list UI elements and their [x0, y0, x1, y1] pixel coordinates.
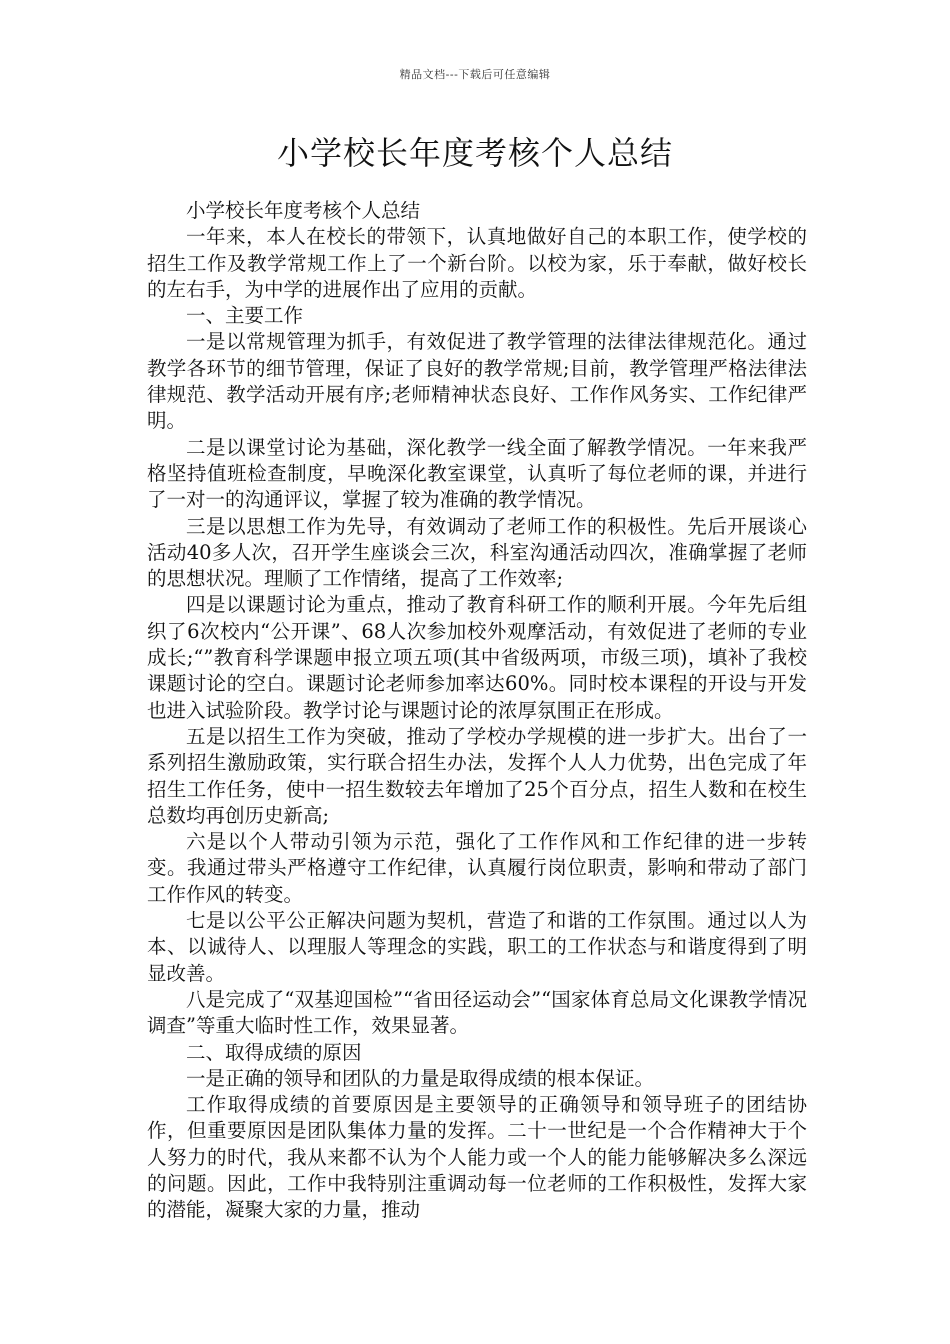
section-heading: 一、主要工作: [186, 304, 304, 328]
paragraph: 五是以招生工作为突破，推动了学校办学规模的进一步扩大。出台了一系列招生激励政策，实行联合招生办法，发挥个人人力优势，出色完成了年招生工作任务，使中一招生数较去年增加了25个百分点，招生人数和在校生总数均再创历史新高;: [147, 724, 807, 827]
paragraph: 一年来，本人在校长的带领下，认真地做好自己的本职工作，使学校的招生工作及教学常规工作上了一个新台阶。以校为家，乐于奉献，做好校长的左右手，为中学的进展作出了应用的贡献。: [147, 225, 807, 301]
paragraph: 二是以课堂讨论为基础，深化教学一线全面了解教学情况。一年来我严格坚持值班检查制度，早晚深化教室课堂，认真听了每位老师的课，并进行了一对一的沟通评议，掌握了较为准确的教学情况。: [147, 435, 807, 512]
page-header: 精品文档---下载后可任意编辑: [399, 68, 551, 81]
paragraph: 工作取得成绩的首要原因是主要领导的正确领导和领导班子的团结协作，但重要原因是团队集体力量的发挥。二十一世纪是一个合作精神大于个人努力的时代，我从来都不认为个人能力或一个人的能力能够解决多么深远的问题。因此，工作中我特别注重调动每一位老师的工作积极性，发挥大家的潜能，凝聚大家的力量，推动: [147, 1093, 807, 1222]
paragraph: 小学校长年度考核个人总结: [186, 199, 421, 222]
paragraph: 四是以课题讨论为重点，推动了教育科研工作的顺利开展。今年先后组织了6次校内“公开课”、68人次参加校外观摩活动，有效促进了老师的专业成长;“”教育科学课题申报立项五项(其中省级两项，市级三项)，填补了我校课题讨论的空白。课题讨论老师参加率达60%。同时校本课程的开设与开发也进入试验阶段。教学讨论与课题讨论的浓厚氛围正在形成。: [147, 593, 807, 722]
paragraph: 一是以常规管理为抓手，有效促进了教学管理的法律法律规范化。通过教学各环节的细节管理，保证了良好的教学常规;目前，教学管理严格法律法律规范、教学活动开展有序;老师精神状态良好、工作作风务实、工作纪律严明。: [147, 330, 807, 433]
paragraph: 三是以思想工作为先导，有效调动了老师工作的积极性。先后开展谈心活动40多人次，召开学生座谈会三次，科室沟通活动四次，准确掌握了老师的思想状况。理顺了工作情绪，提高了工作效率;: [147, 514, 807, 591]
paragraph: 六是以个人带动引领为示范，强化了工作作风和工作纪律的进一步转变。我通过带头严格遵守工作纪律，认真履行岗位职责，影响和带动了部门工作作风的转变。: [147, 830, 807, 906]
paragraph: 七是以公平公正解决问题为契机，营造了和谐的工作氛围。通过以人为本、以诚待人、以理服人等理念的实践，职工的工作状态与和谐度得到了明显改善。: [147, 909, 807, 985]
paragraph: 八是完成了“双基迎国检”“省田径运动会”“国家体育总局文化课教学情况调查”等重大临时性工作，效果显著。: [147, 987, 807, 1038]
section-heading: 二、取得成绩的原因: [186, 1040, 362, 1064]
paragraph: 一是正确的领导和团队的力量是取得成绩的根本保证。: [186, 1066, 655, 1090]
document-body: [147, 198, 807, 1224]
document-title: 小学校长年度考核个人总结: [276, 134, 673, 172]
